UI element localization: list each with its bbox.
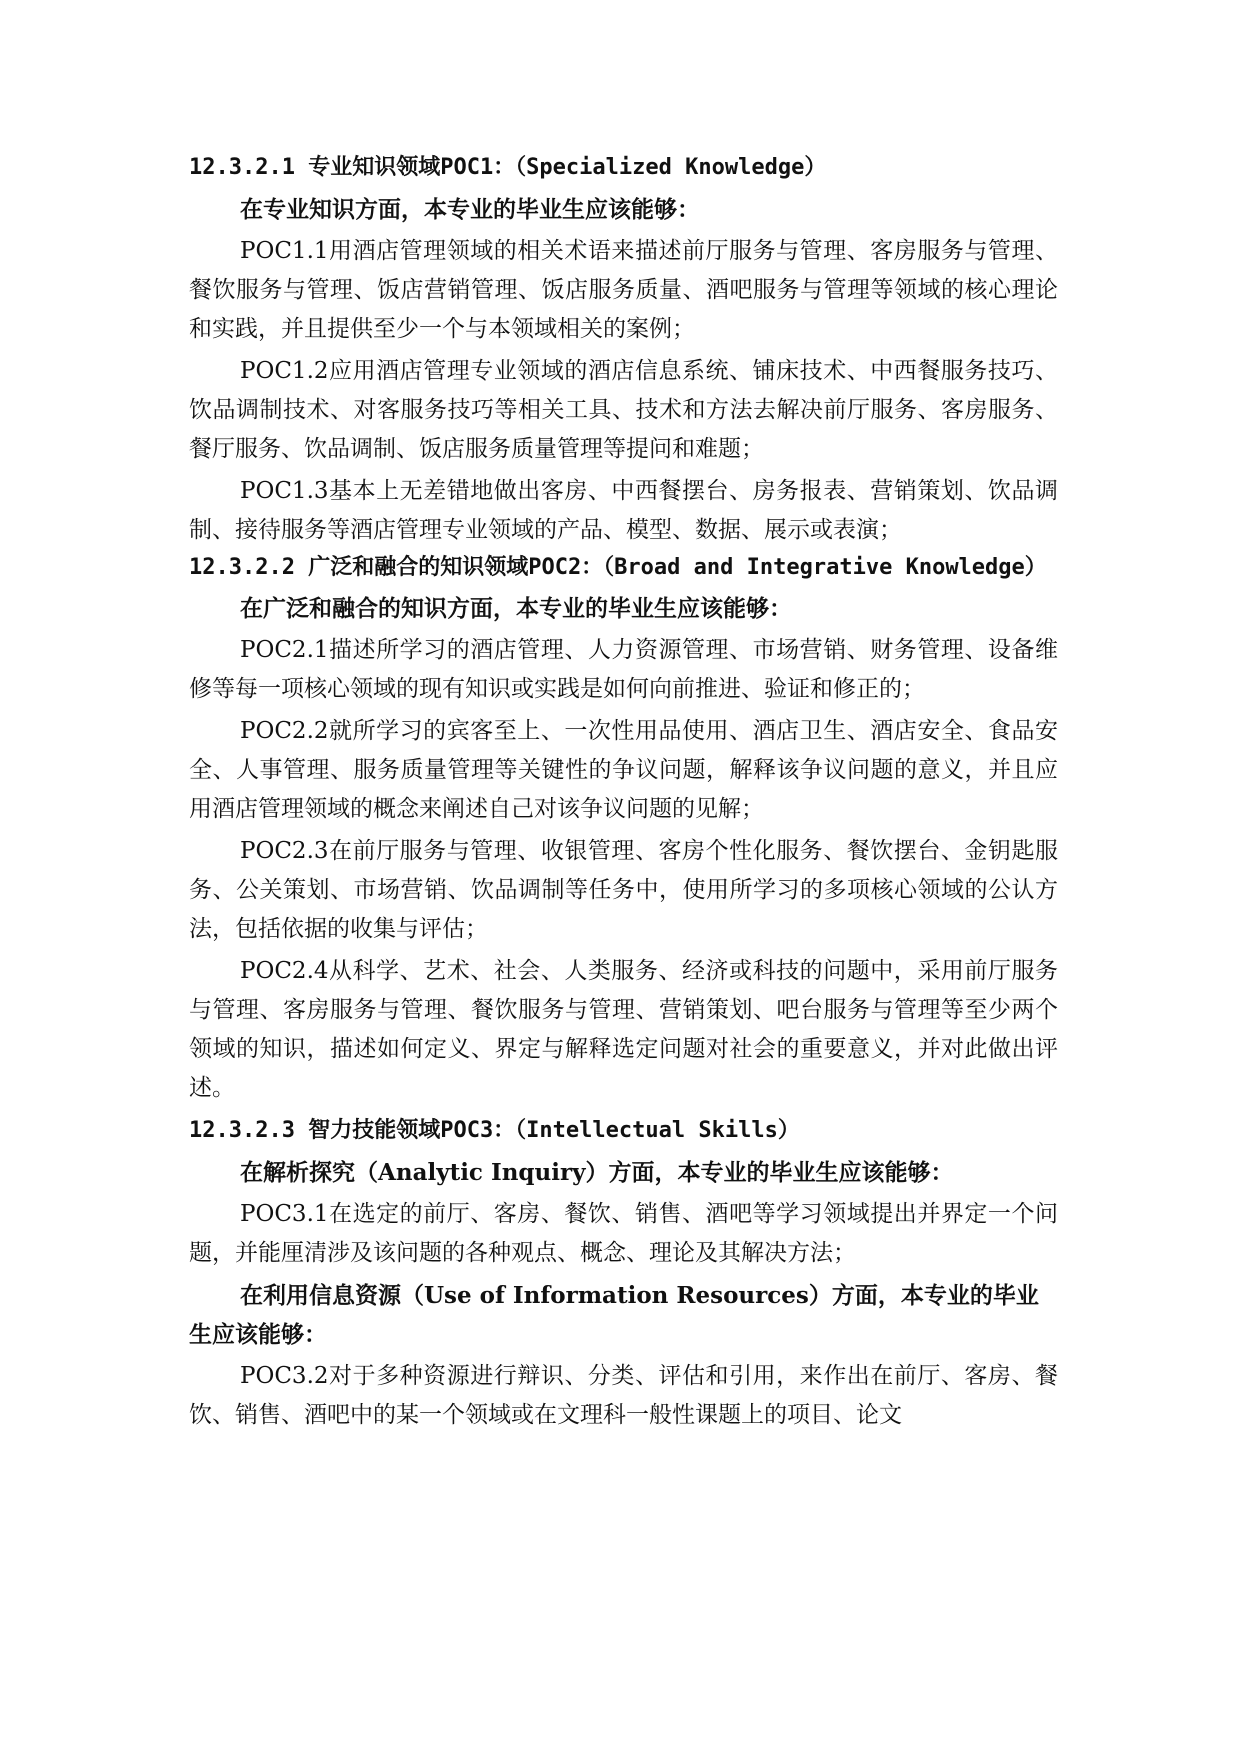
paragraph-poc2-4: POC2.4从科学、艺术、社会、人类服务、经济或科技的问题中，采用前厅服务与管理、客房服务与管理、餐饮服务与管理、营销策划、吧台服务与管理等至少两个领域的知识，描述如何定义、界定与解释选定问题对社会的重要意义，并对此做出评述。 — [189, 958, 1058, 1101]
section-heading-poc2: 12.3.2.2 广泛和融合的知识领域POC2：（Broad and Integrative Knowledge） — [189, 555, 1047, 580]
section-heading-poc1: 12.3.2.1 专业知识领域POC1：（Specialized Knowledge） — [189, 155, 827, 180]
paragraph-poc2-3: POC2.3在前厅服务与管理、收银管理、客房个性化服务、餐饮摆台、金钥匙服务、公关策划、市场营销、饮品调制等任务中，使用所学习的多项核心领域的公认方法，包括依据的收集与评估； — [189, 838, 1058, 942]
paragraph-poc3-1: POC3.1在选定的前厅、客房、餐饮、销售、酒吧等学习领域提出并界定一个问题，并能厘清涉及该问题的各种观点、概念、理论及其解决方法； — [189, 1201, 1058, 1266]
section-lead-poc1: 在专业知识方面，本专业的毕业生应该能够： — [240, 196, 700, 223]
section-lead-poc2: 在广泛和融合的知识方面，本专业的毕业生应该能够： — [240, 595, 792, 622]
paragraph-poc2-1: POC2.1描述所学习的酒店管理、人力资源管理、市场营销、财务管理、设备维修等每一项核心领域的现有知识或实践是如何向前推进、验证和修正的； — [189, 637, 1058, 702]
paragraph-poc3-2: POC3.2对于多种资源进行辩识、分类、评估和引用，来作出在前厅、客房、餐饮、销售、酒吧中的某一个领域或在文理科一般性课题上的项目、论文 — [189, 1363, 1058, 1428]
document-page — [189, 151, 1058, 1438]
section-lead-information-resources: 在利用信息资源（Use of Information Resources）方面，本专业的毕业生应该能够： — [189, 1282, 1039, 1348]
section-heading-poc3: 12.3.2.3 智力技能领域POC3：（Intellectual Skills） — [189, 1118, 800, 1143]
section-lead-analytic-inquiry: 在解析探究（Analytic Inquiry）方面，本专业的毕业生应该能够： — [240, 1159, 954, 1186]
paragraph-poc1-3: POC1.3基本上无差错地做出客房、中西餐摆台、房务报表、营销策划、饮品调制、接待服务等酒店管理专业领域的产品、模型、数据、展示或表演； — [189, 478, 1058, 543]
paragraph-poc2-2: POC2.2就所学习的宾客至上、一次性用品使用、酒店卫生、酒店安全、食品安全、人事管理、服务质量管理等关键性的争议问题，解释该争议问题的意义，并且应用酒店管理领域的概念来阐述自己对该争议问题的见解； — [189, 718, 1058, 822]
paragraph-poc1-2: POC1.2应用酒店管理专业领域的酒店信息系统、铺床技术、中西餐服务技巧、饮品调制技术、对客服务技巧等相关工具、技术和方法去解决前厅服务、客房服务、餐厅服务、饮品调制、饭店服务质量管理等提问和难题； — [189, 358, 1058, 462]
paragraph-poc1-1: POC1.1用酒店管理领域的相关术语来描述前厅服务与管理、客房服务与管理、餐饮服务与管理、饭店营销管理、饭店服务质量、酒吧服务与管理等领域的核心理论和实践，并且提供至少一个与本领域相关的案例； — [189, 238, 1058, 342]
